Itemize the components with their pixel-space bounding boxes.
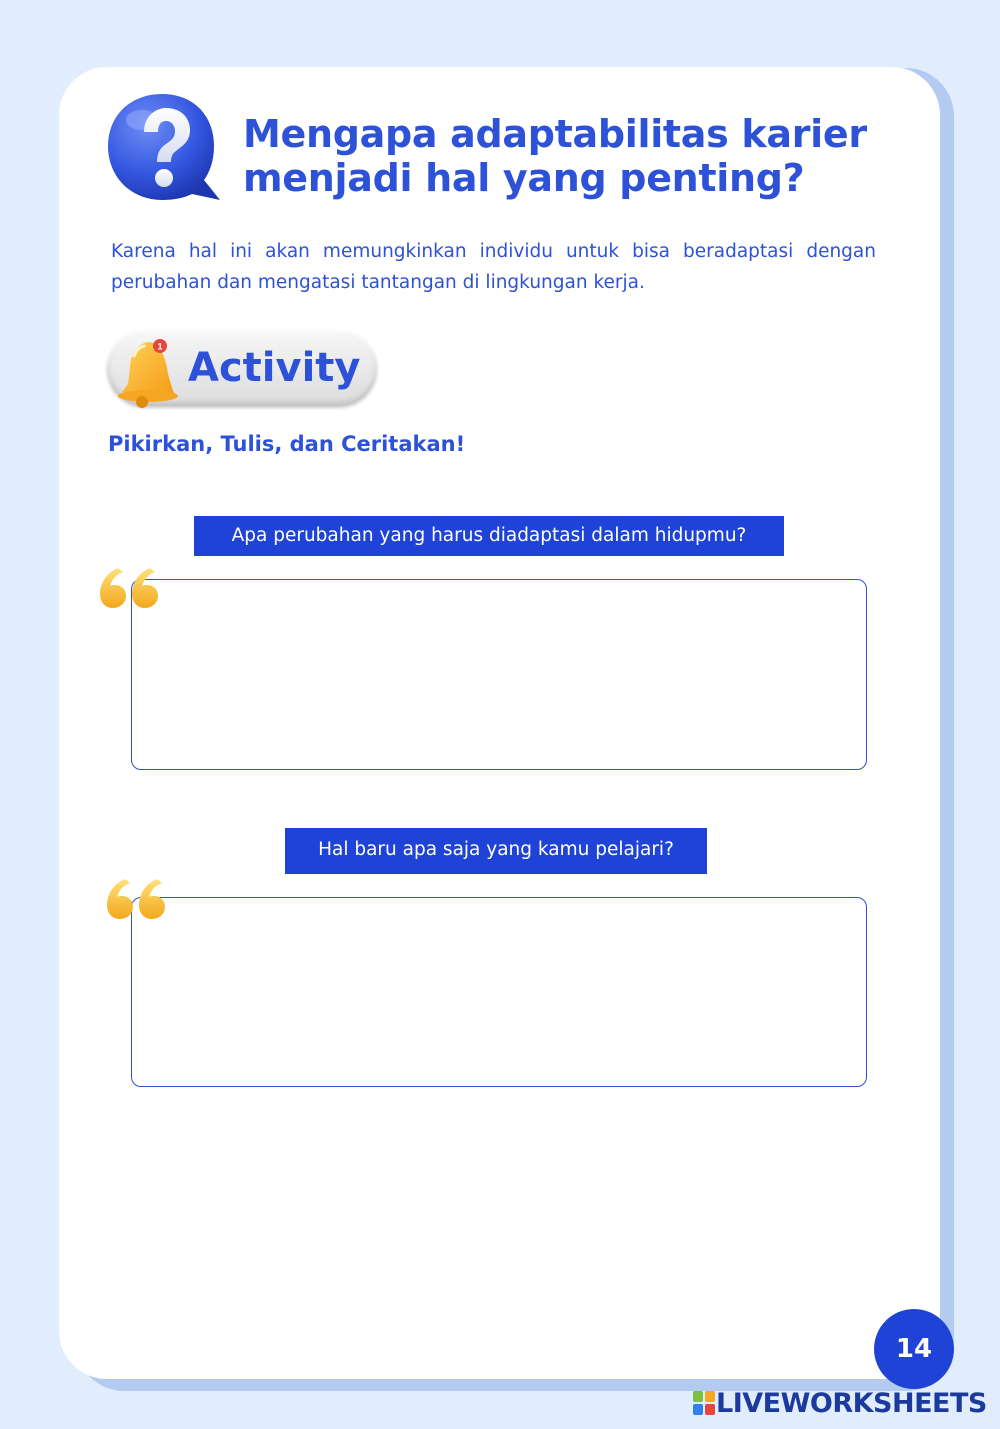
activity-instruction: Pikirkan, Tulis, dan Ceritakan! [108, 432, 466, 456]
intro-paragraph: Karena hal ini akan memungkinkan individu untuk bisa beradaptasi dengan perubahan dan mengatasi tantangan di lingkungan kerja. [111, 241, 876, 293]
liveworksheets-watermark[interactable]: LIVEWORKSHEETS [716, 1388, 987, 1419]
question-2-prompt: Hal baru apa saja yang kamu pelajari? [285, 828, 707, 874]
page-number: 14 [874, 1309, 954, 1389]
page-title: Mengapa adaptabilitas karier menjadi hal yang penting? [243, 112, 867, 200]
bell-icon [118, 336, 190, 408]
quote-mark-icon [96, 564, 168, 612]
activity-label: Activity [188, 345, 361, 391]
quote-mark-icon [103, 875, 175, 923]
notification-badge: 1 [157, 341, 163, 352]
question-1-prompt: Apa perubahan yang harus diadaptasi dalam hidupmu? [194, 516, 784, 556]
liveworksheets-logo-icon [693, 1391, 715, 1416]
answer-box-1[interactable] [131, 579, 867, 770]
answer-box-2[interactable] [131, 897, 867, 1087]
question-mark-icon [104, 90, 224, 206]
